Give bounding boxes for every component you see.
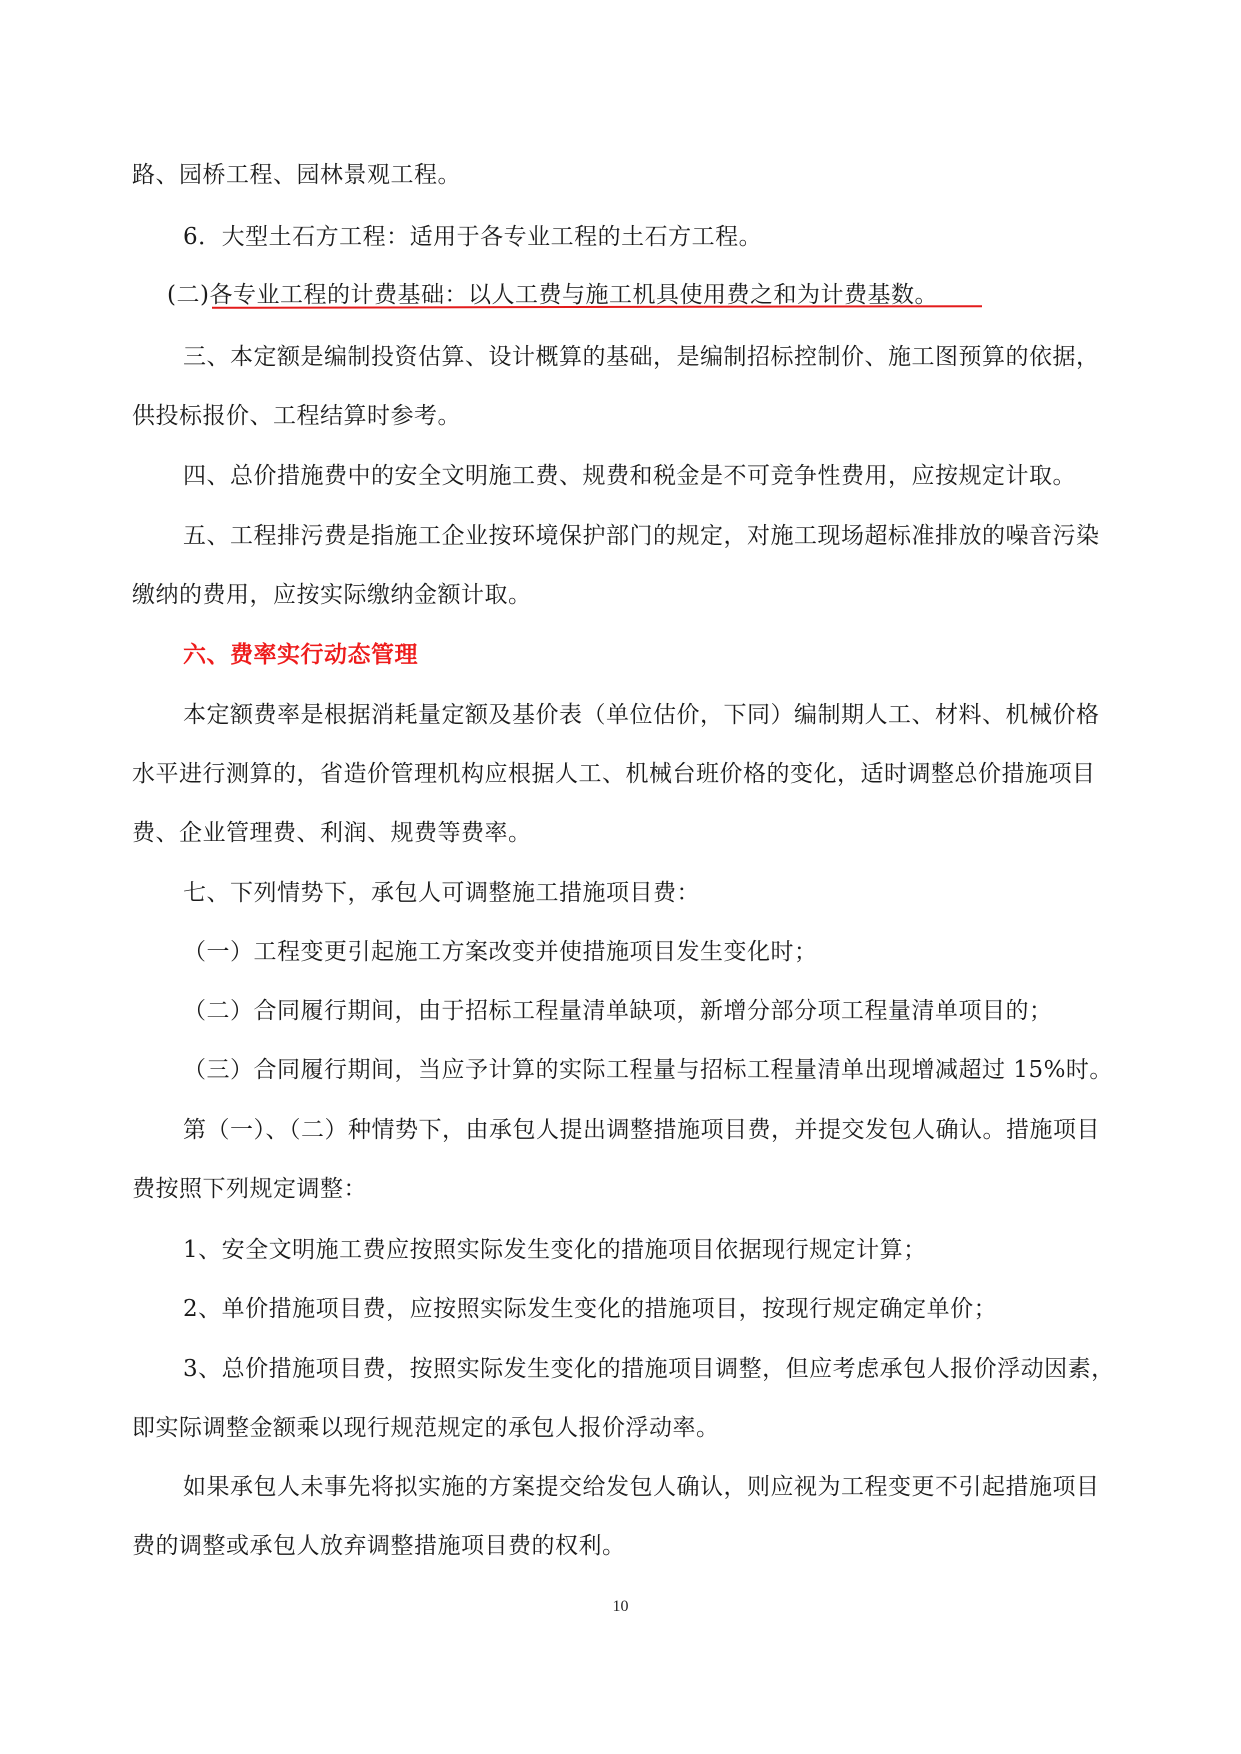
text-line: 费按照下列规定调整：	[132, 1176, 367, 1202]
text-line: 供投标报价、工程结算时参考。	[132, 403, 461, 429]
text-line: （三）合同履行期间，当应予计算的实际工程量与招标工程量清单出现增减超过 15%时。	[183, 1057, 1113, 1083]
text-line: 即实际调整金额乘以现行规范规定的承包人报价浮动率。	[132, 1415, 720, 1441]
text-line: 七、下列情势下，承包人可调整施工措施项目费：	[183, 880, 700, 906]
text-line: （二）合同履行期间，由于招标工程量清单缺项，新增分部分项工程量清单项目的；	[183, 998, 1053, 1024]
text-line: 路、园桥工程、园林景观工程。	[132, 162, 461, 188]
text-line: 三、本定额是编制投资估算、设计概算的基础，是编制招标控制价、施工图预算的依据，	[183, 344, 1100, 370]
text-line: 费的调整或承包人放弃调整措施项目费的权利。	[132, 1533, 626, 1559]
text-line: 1、安全文明施工费应按照实际发生变化的措施项目依据现行规定计算；	[183, 1237, 927, 1263]
text-line: 四、总价措施费中的安全文明施工费、规费和税金是不可竞争性费用，应按规定计取。	[183, 463, 1076, 489]
text-line: 本定额费率是根据消耗量定额及基价表（单位估价，下同）编制期人工、材料、机械价格	[183, 702, 1100, 728]
text-line: 缴纳的费用，应按实际缴纳金额计取。	[132, 582, 532, 608]
page-number: 10	[612, 1598, 629, 1615]
text-line: （一）工程变更引起施工方案改变并使措施项目发生变化时；	[183, 939, 818, 965]
text-line: (二)各专业工程的计费基础：以人工费与施工机具使用费之和为计费基数。	[167, 282, 938, 308]
text-line: 2、单价措施项目费，应按照实际发生变化的措施项目，按现行规定确定单价；	[183, 1296, 998, 1322]
text-line: 费、企业管理费、利润、规费等费率。	[132, 820, 532, 846]
text-line: 第（一）、（二）种情势下，由承包人提出调整措施项目费，并提交发包人确认。措施项目	[183, 1117, 1100, 1143]
text-line: 五、工程排污费是指施工企业按环境保护部门的规定，对施工现场超标准排放的噪音污染	[183, 523, 1100, 549]
text-line: 3、总价措施项目费，按照实际发生变化的措施项目调整，但应考虑承包人报价浮动因素，	[183, 1356, 1115, 1382]
text-line: 水平进行测算的，省造价管理机构应根据人工、机械台班价格的变化，适时调整总价措施项目	[132, 761, 1096, 787]
text-line: 如果承包人未事先将拟实施的方案提交给发包人确认，则应视为工程变更不引起措施项目	[183, 1474, 1100, 1500]
text-line: 6．大型土石方工程：适用于各专业工程的土石方工程。	[183, 224, 763, 250]
section-heading: 六、费率实行动态管理	[183, 641, 418, 668]
